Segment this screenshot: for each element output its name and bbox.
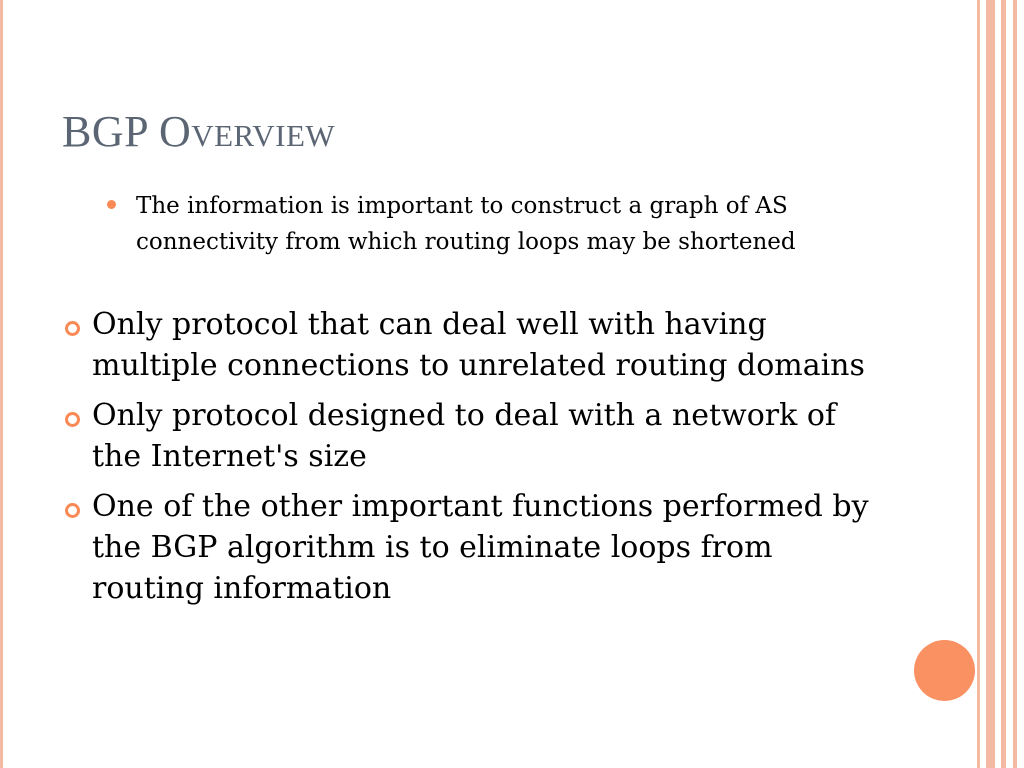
bullet-ring-icon — [65, 321, 80, 336]
bullet-ring-icon — [65, 503, 80, 518]
bullet-ring-icon — [65, 412, 80, 427]
bullet-item — [62, 486, 882, 609]
bullet-dot-icon — [107, 200, 116, 209]
decor-stripe — [977, 0, 980, 768]
bullet-item — [62, 395, 882, 477]
decor-stripe — [1013, 0, 1017, 768]
slide-title: BGP Overview — [62, 107, 336, 156]
sub-bullet-text: The information is important to construct a graph of AS connectivity from which routing loops may be shortened — [136, 193, 796, 255]
decor-circle — [914, 640, 975, 701]
decor-stripe — [986, 0, 995, 768]
bullet-item — [62, 304, 882, 386]
left-border-line — [0, 0, 3, 768]
bullet-text: Only protocol designed to deal with a network of the Internet's size — [92, 398, 837, 474]
bullet-text: One of the other important functions performed by the BGP algorithm is to eliminate loops from routing information — [92, 489, 869, 606]
sub-bullet-item — [104, 188, 864, 260]
bullet-text: Only protocol that can deal well with having multiple connections to unrelated routing domains — [92, 307, 865, 383]
bullet-list — [62, 304, 882, 618]
decor-stripe — [1001, 0, 1006, 768]
